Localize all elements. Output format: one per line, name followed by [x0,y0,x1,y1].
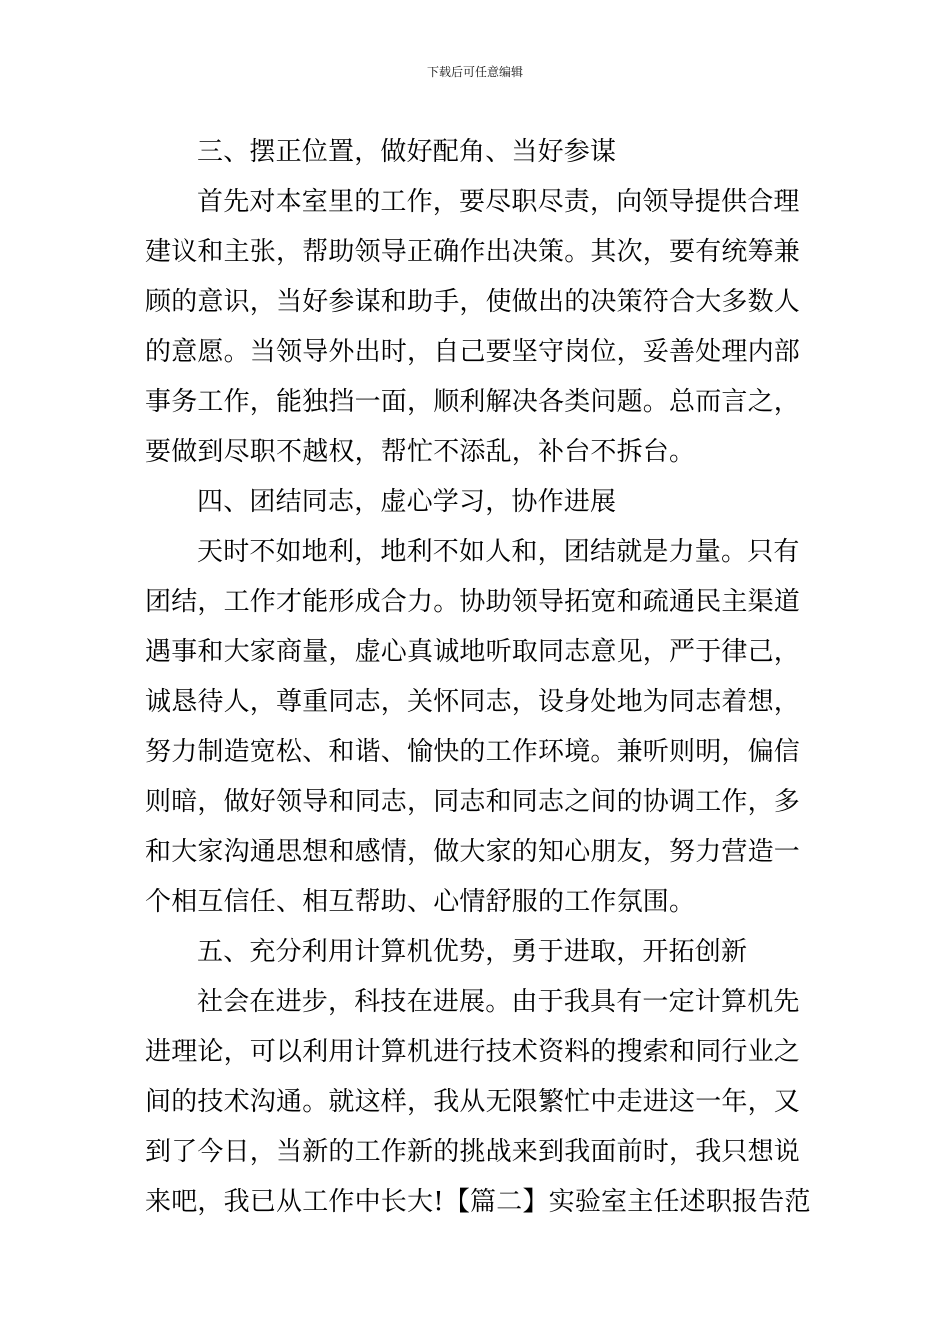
text-line: 诚恳待人，尊重同志，关怀同志，设身处地为同志着想， [145,687,801,717]
text-line: 努力制造宽松、和谐、愉快的工作环境。兼听则明，偏信 [145,737,801,767]
text-line: 的意愿。当领导外出时，自己要坚守岗位，妥善处理内部 [145,337,801,367]
text-line: 要做到尽职不越权，帮忙不添乱，补台不拆台。 [145,437,696,467]
text-line: 顾的意识，当好参谋和助手，使做出的决策符合大多数人 [145,287,801,317]
text-line: 事务工作，能独挡一面，顺利解决各类问题。总而言之， [145,387,801,417]
document-body [145,127,811,1227]
text-line: 个相互信任、相互帮助、心情舒服的工作氛围。 [145,887,696,917]
text-line: 间的技术沟通。就这样，我从无限繁忙中走进这一年，又 [145,1087,801,1117]
text-line: 团结，工作才能形成合力。协助领导拓宽和疏通民主渠道 [145,587,801,617]
text-line: 天时不如地利，地利不如人和，团结就是力量。只有 [197,537,800,567]
text-line: 三、摆正位置，做好配角、当好参谋 [197,137,617,167]
text-line: 四、团结同志，虚心学习，协作进展 [197,487,617,517]
text-line: 遇事和大家商量，虚心真诚地听取同志意见，严于律己， [145,637,801,667]
text-line: 来吧，我已从工作中长大!【篇二】实验室主任述职报告范 [145,1187,811,1217]
text-line: 进理论，可以利用计算机进行技术资料的搜索和同行业之 [145,1037,801,1067]
text-line: 建议和主张，帮助领导正确作出决策。其次，要有统筹兼 [145,237,801,267]
text-line: 则暗，做好领导和同志，同志和同志之间的协调工作，多 [145,787,801,817]
page-header-note: 下载后可任意编辑 [426,65,523,79]
text-line: 五、充分利用计算机优势，勇于进取，开拓创新 [197,937,748,967]
text-line: 首先对本室里的工作，要尽职尽责，向领导提供合理 [197,187,800,217]
text-line: 到了今日，当新的工作新的挑战来到我面前时，我只想说 [145,1137,801,1167]
text-line: 社会在进步，科技在进展。由于我具有一定计算机先 [197,987,800,1017]
text-line: 和大家沟通思想和感情，做大家的知心朋友，努力营造一 [145,837,801,867]
